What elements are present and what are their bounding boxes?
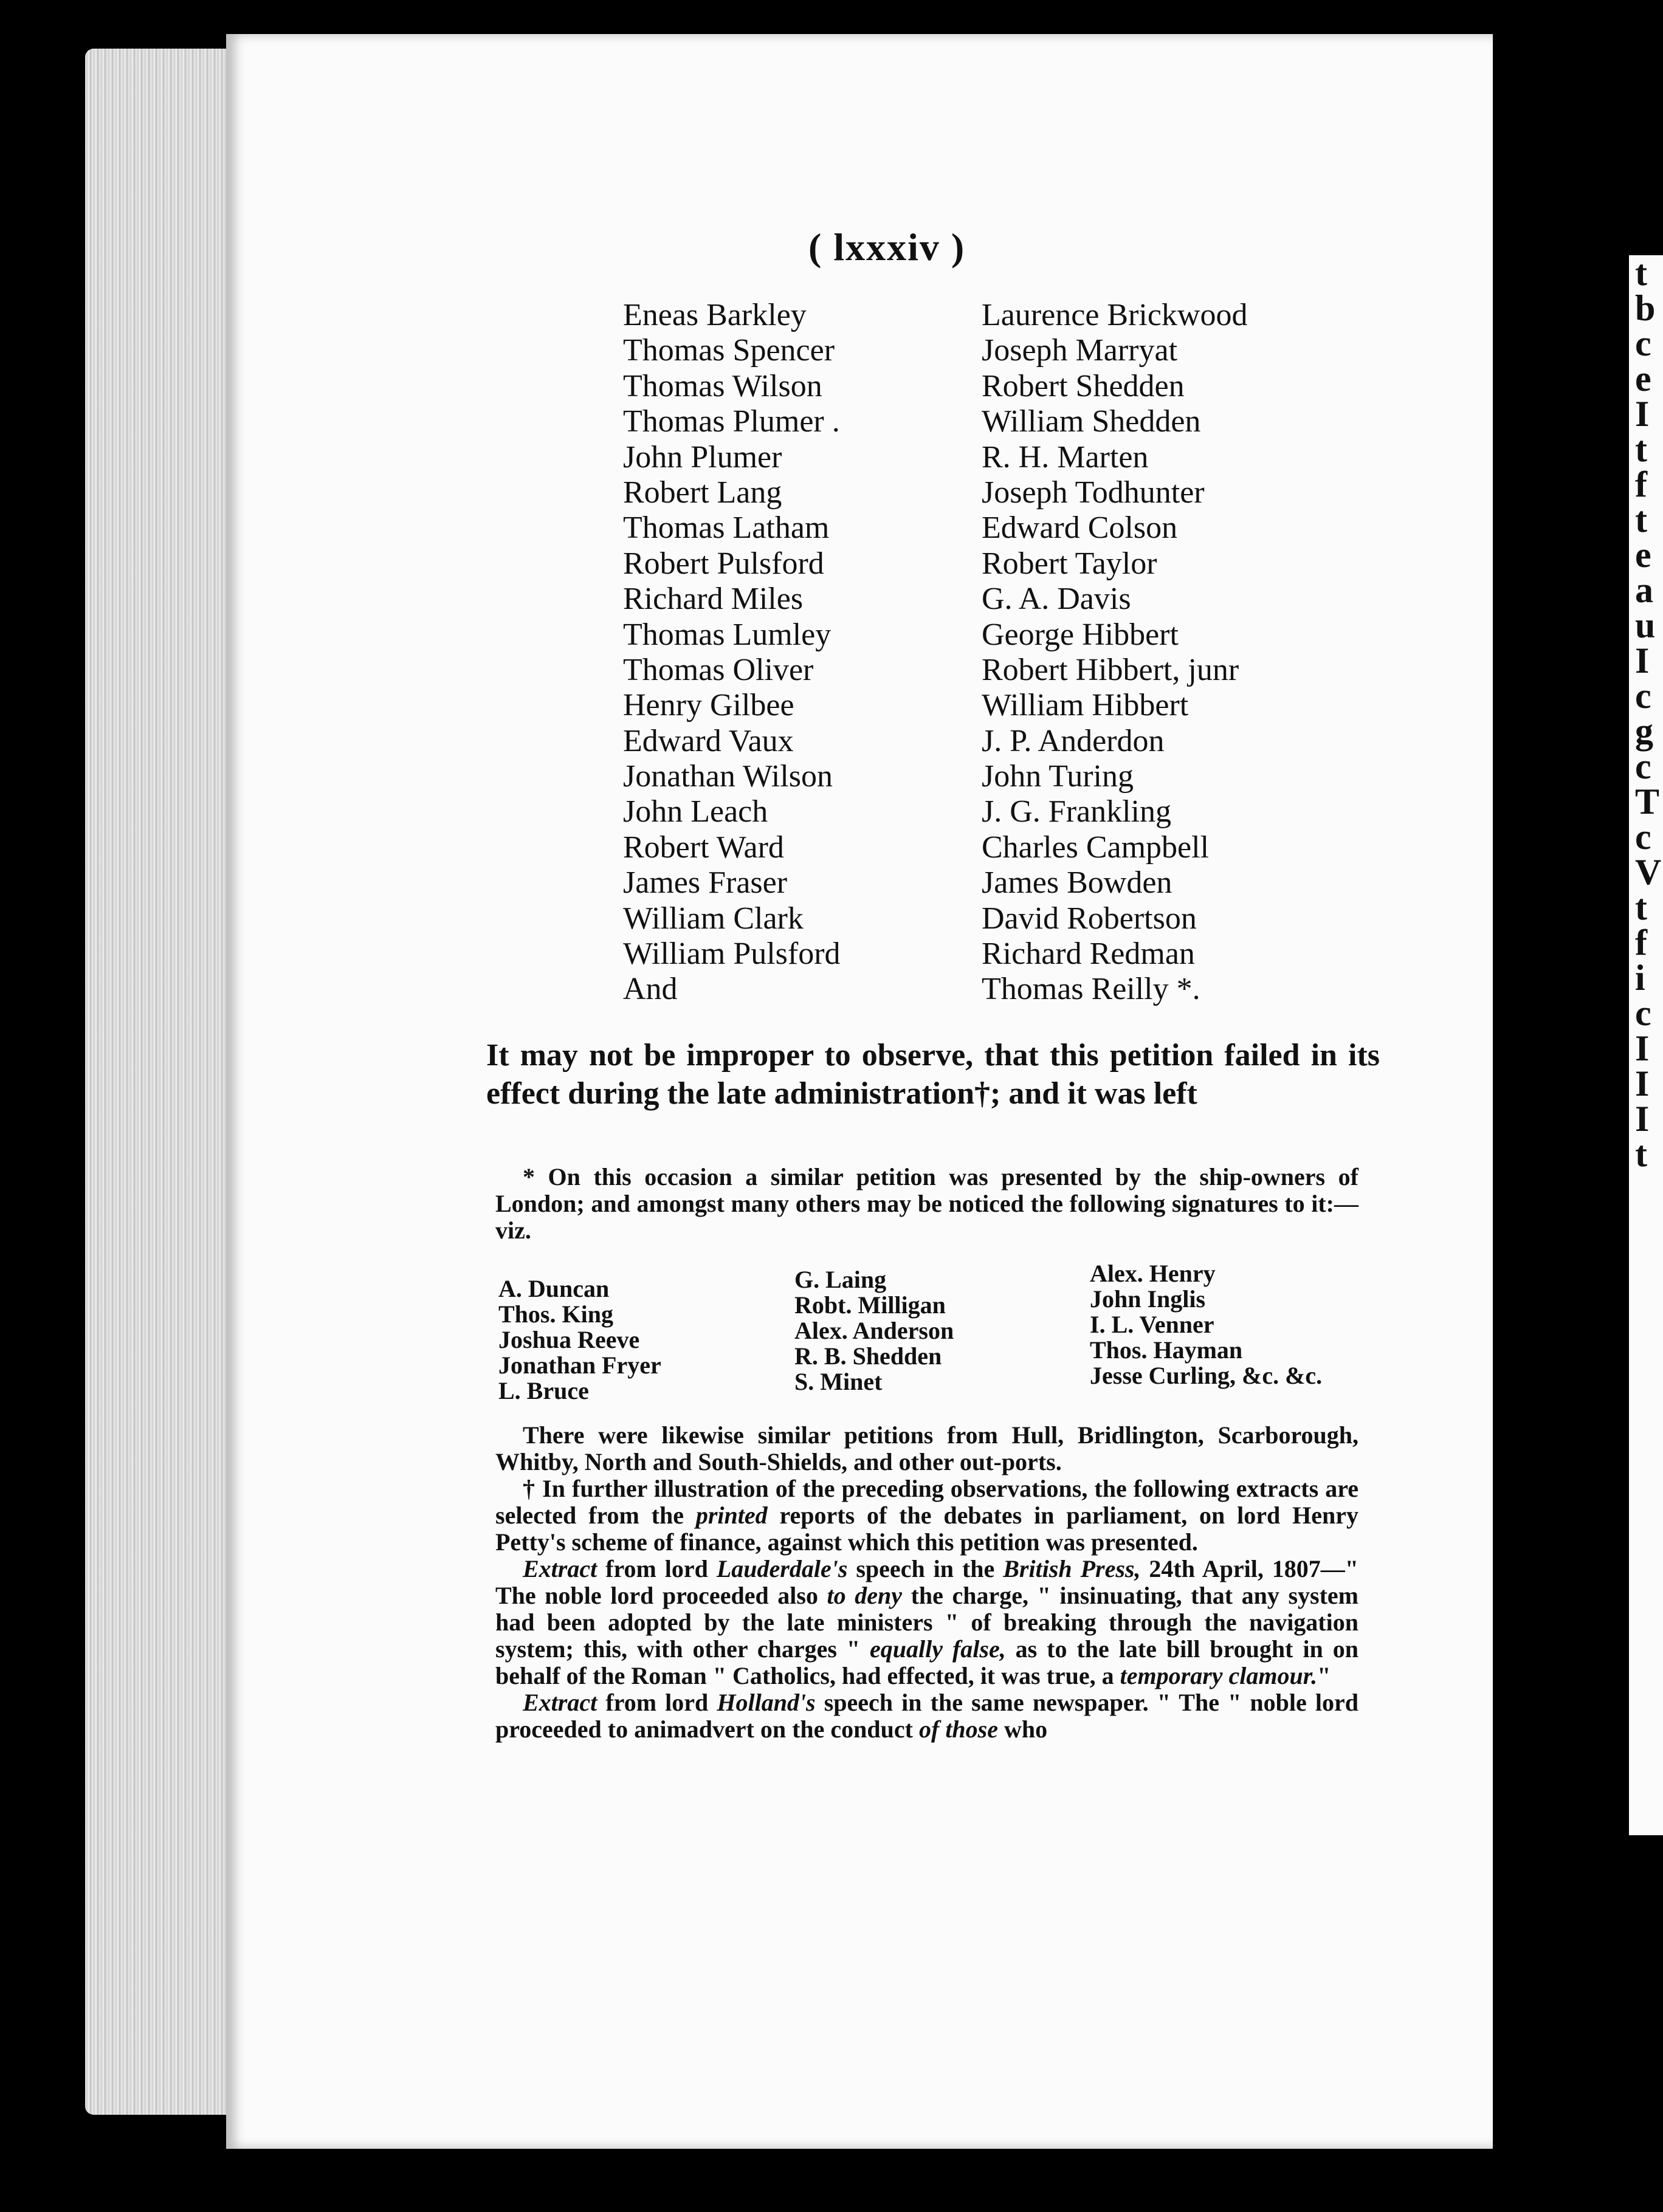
signature-name: I. L. Venner [1090, 1311, 1214, 1338]
holland-extract [495, 1689, 1358, 1743]
signatory-name: Henry Gilbee [623, 688, 794, 723]
signatory-name: Charles Campbell [982, 829, 1210, 865]
next-page-fragment: t [1635, 1134, 1647, 1174]
footnote-continuation [495, 1422, 1358, 1743]
outports-note: There were likewise similar petitions from Hull, Bridlington, Scarborough, Whitby, North and South-Shields, and other out-ports. [495, 1421, 1358, 1475]
signatory-name: John Plumer [623, 439, 782, 475]
signatory-name: Joseph Todhunter [982, 475, 1205, 510]
signatory-name: William Pulsford [623, 936, 841, 972]
signature-name: S. Minet [794, 1368, 883, 1395]
signatory-name: Robert Pulsford [623, 546, 824, 581]
next-page-fragment: c [1635, 817, 1651, 857]
dagger-text-2: reports of the debates in parliament, on lord Henry Petty's scheme of finance, against which this petition was presented. [495, 1502, 1358, 1556]
signature-name: A. Duncan [498, 1275, 610, 1302]
signatory-name: Edward Vaux [623, 723, 794, 758]
signatory-name: John Turing [982, 759, 1134, 794]
next-page-fragment: c [1635, 676, 1651, 716]
signatory-name: John Leach [623, 794, 768, 829]
next-page-fragment: c [1635, 993, 1651, 1033]
signatory-name: G. A. Davis [982, 582, 1131, 617]
signatory-name: James Fraser [623, 865, 788, 901]
extract-text: the charge, " insinuating, that any system had been adopted by the late ministers " of breaking through the navigation system; this, with other charges " [495, 1582, 1358, 1663]
speaker-name: Lauderdale's [716, 1555, 848, 1582]
signatory-name: George Hibbert [982, 617, 1179, 652]
footnote-dagger [495, 1475, 1358, 1556]
signatory-name: David Robertson [982, 901, 1197, 936]
emphasis: equally false, [870, 1635, 1006, 1663]
next-page-fragment: u [1635, 605, 1656, 645]
book-page-edges [85, 49, 231, 2115]
signatory-name: Robert Lang [623, 475, 782, 510]
next-page-fragment: t [1635, 500, 1647, 540]
extract-text: " [1317, 1662, 1331, 1689]
next-page-fragment: t [1635, 887, 1647, 927]
signature-name: G. Laing [794, 1266, 887, 1293]
signatory-name: James Bowden [982, 865, 1172, 901]
signature-name: Alex. Henry [1090, 1260, 1216, 1287]
signature-name: Robt. Milligan [794, 1291, 946, 1319]
extract-text: 24th April, 1807—" The noble lord proceeded also [495, 1555, 1358, 1609]
signatory-name: Robert Shedden [982, 368, 1185, 404]
footnote-star-intro [495, 1164, 1358, 1244]
body-paragraph: It may not be improper to observe, that this petition failed in its effect during the late administration†; and it was left [486, 1038, 1380, 1111]
next-page-fragment: T [1635, 781, 1660, 822]
extract-label: Extract [523, 1555, 597, 1582]
signatory-name: Thomas Plumer . [623, 404, 840, 439]
extract-label: Extract [523, 1689, 597, 1716]
signature-name: John Inglis [1090, 1285, 1206, 1313]
signatory-name: And [623, 972, 678, 1007]
signature-name: Thos. Hayman [1090, 1336, 1243, 1364]
signature-column [794, 1267, 954, 1395]
next-page-fragment: I [1635, 1063, 1650, 1104]
signatory-name: William Clark [623, 901, 804, 936]
signatory-name: Edward Colson [982, 510, 1178, 546]
footnote-star-text: * On this occasion a similar petition was presented by the ship-owners of London; and amongst many others may be noticed the following signatures to it:—viz. [495, 1163, 1358, 1244]
signature-column [1090, 1261, 1322, 1389]
signatory-name: Robert Hibbert, junr [982, 652, 1239, 687]
signature-name: Joshua Reeve [498, 1326, 640, 1353]
emphasis: of those [919, 1716, 998, 1743]
next-page-fragment: I [1635, 641, 1650, 681]
signatory-name: Robert Ward [623, 829, 784, 865]
signatory-name: Laurence Brickwood [982, 298, 1248, 332]
signatory-name: William Shedden [982, 404, 1201, 439]
extract-text: who [998, 1716, 1048, 1743]
signatory-name: Thomas Oliver [623, 652, 814, 687]
extract-text: from lord [597, 1689, 717, 1716]
dagger-printed: printed [695, 1502, 768, 1529]
signature-name: L. Bruce [498, 1377, 589, 1404]
signature-name: Alex. Anderson [794, 1317, 954, 1344]
signatory-name: Joseph Marryat [982, 333, 1178, 368]
next-page-fragment: t [1635, 429, 1647, 469]
signature-name: Thos. King [498, 1300, 613, 1328]
speaker-name: Holland's [717, 1689, 816, 1716]
next-page-fragment: t [1635, 255, 1647, 293]
signatory-name: R. H. Marten [982, 439, 1149, 475]
signatories-right-column [982, 298, 1247, 1008]
newspaper-name: British Press, [1003, 1555, 1141, 1582]
next-page-fragment: i [1635, 958, 1645, 998]
signatory-name: Thomas Latham [623, 510, 830, 546]
next-page-fragment: c [1635, 746, 1651, 786]
next-page-fragment: e [1635, 535, 1651, 575]
signature-name: Jesse Curling, &c. &c. [1090, 1362, 1323, 1389]
next-page-fragment: f [1635, 922, 1647, 963]
signature-name: Jonathan Fryer [498, 1352, 661, 1379]
signatory-name: William Hibbert [982, 688, 1189, 723]
emphasis: to deny [827, 1582, 902, 1609]
signatory-name: Thomas Reilly *. [982, 972, 1200, 1007]
page-number-header: ( lxxxiv ) [808, 225, 966, 269]
next-page-fragment: b [1635, 288, 1656, 328]
signatory-name: J. P. Anderdon [982, 723, 1165, 758]
extract-text: from lord [597, 1555, 717, 1582]
next-page-fragment: I [1635, 394, 1650, 434]
lauderdale-extract [495, 1556, 1358, 1689]
extract-text: speech in the same newspaper. " The " noble lord proceeded to animadvert on the conduct [495, 1689, 1358, 1743]
next-page-fragment: a [1635, 570, 1653, 610]
extract-text: speech in the [847, 1555, 1004, 1582]
next-page-fragment: V [1635, 852, 1662, 892]
next-page-fragment: c [1635, 323, 1651, 363]
signatory-name: J. G. Frankling [982, 794, 1171, 829]
extract-text: as to the late bill brought in on behalf of the Roman " Catholics, had effected, it was true, a [495, 1635, 1358, 1689]
next-page-fragment: f [1635, 464, 1647, 504]
signatory-name: Thomas Spencer [623, 333, 835, 368]
signatories-left-column [623, 298, 841, 1008]
emphasis: temporary clamour. [1120, 1662, 1318, 1689]
next-page-fragment: e [1635, 359, 1651, 399]
signatory-name: Thomas Lumley [623, 617, 831, 652]
signatory-name: Eneas Barkley [623, 298, 807, 332]
signatory-name: Richard Miles [623, 582, 804, 617]
signature-name: R. B. Shedden [794, 1342, 942, 1370]
next-page-fragment: I [1635, 1099, 1650, 1139]
signatory-name: Thomas Wilson [623, 368, 822, 404]
next-page-sliver [1629, 255, 1663, 1835]
signatory-name: Richard Redman [982, 936, 1195, 972]
next-page-fragment: g [1635, 711, 1653, 751]
signature-column [498, 1276, 661, 1404]
next-page-fragment: I [1635, 1028, 1650, 1068]
signatory-name: Robert Taylor [982, 546, 1157, 581]
dagger-text-1: † In further illustration of the preceding observations, the following extracts are selected from the [495, 1475, 1358, 1529]
signatory-name: Jonathan Wilson [623, 759, 833, 794]
